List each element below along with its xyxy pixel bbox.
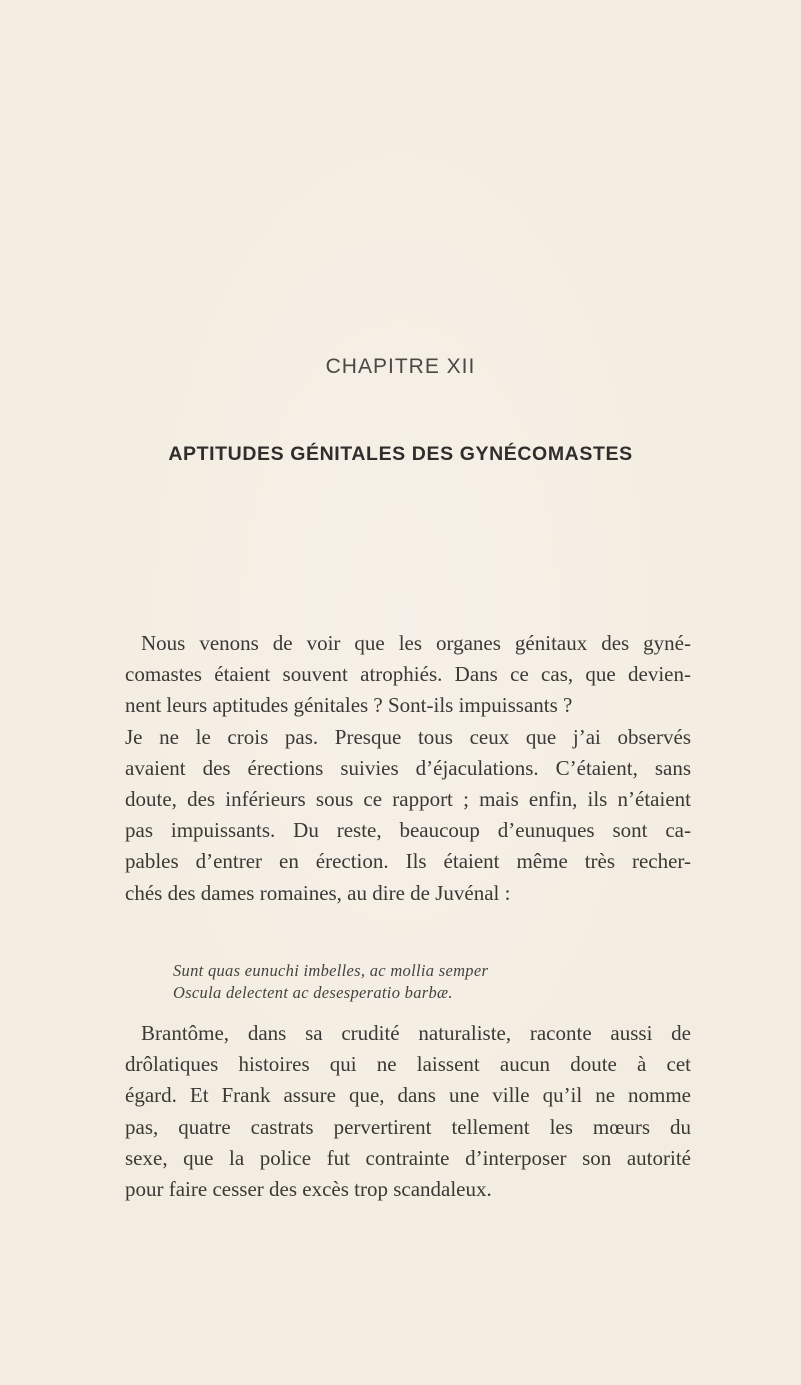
- paragraph-line: drôlatiques histoires qui ne laissent aucun doute à cet: [125, 1052, 691, 1077]
- latin-quote: [173, 960, 693, 1004]
- paragraph-line: avaient des érections suivies d’éjaculations. C’étaient, sans: [125, 755, 691, 780]
- paragraph-line: pour faire cesser des excès trop scandaleux.: [125, 1177, 492, 1202]
- chapter-title: APTITUDES GÉNITALES DES GYNÉCOMASTES: [168, 443, 633, 465]
- paragraph-line: comastes étaient souvent atrophiés. Dans ce cas, que devien-: [125, 662, 691, 687]
- paragraph-line: Nous venons de voir que les organes génitaux des gyné-: [141, 631, 691, 655]
- paragraph-line: nent leurs aptitudes génitales ? Sont-ils impuissants ?: [125, 693, 573, 718]
- paragraph-line: pables d’entrer en érection. Ils étaient même très recher-: [125, 849, 691, 874]
- paragraph-line: doute, des inférieurs sous ce rapport ; mais enfin, ils n’étaient: [125, 787, 691, 812]
- paragraph-line: sexe, que la police fut contrainte d’interposer son autorité: [125, 1145, 691, 1170]
- paragraph-line: Brantôme, dans sa crudité naturaliste, raconte aussi de: [141, 1021, 691, 1045]
- paragraph-line: chés des dames romaines, au dire de Juvénal :: [125, 880, 511, 905]
- paragraph-2: [125, 1018, 691, 1205]
- paragraph-line: Je ne le crois pas. Presque tous ceux que j’ai observés: [125, 724, 691, 749]
- paragraph-line: pas, quatre castrats pervertirent tellement les mœurs du: [125, 1114, 691, 1139]
- paragraph-line: pas impuissants. Du reste, beaucoup d’eunuques sont ca-: [125, 818, 691, 843]
- chapter-heading: CHAPITRE XII: [325, 355, 476, 378]
- quote-line: Sunt quas eunuchi imbelles, ac mollia semper: [173, 961, 489, 980]
- quote-line: Oscula delectent ac desesperatio barbæ.: [173, 983, 453, 1002]
- paragraph-1: [125, 628, 691, 909]
- paragraph-line: égard. Et Frank assure que, dans une ville qu’il ne nomme: [125, 1083, 691, 1108]
